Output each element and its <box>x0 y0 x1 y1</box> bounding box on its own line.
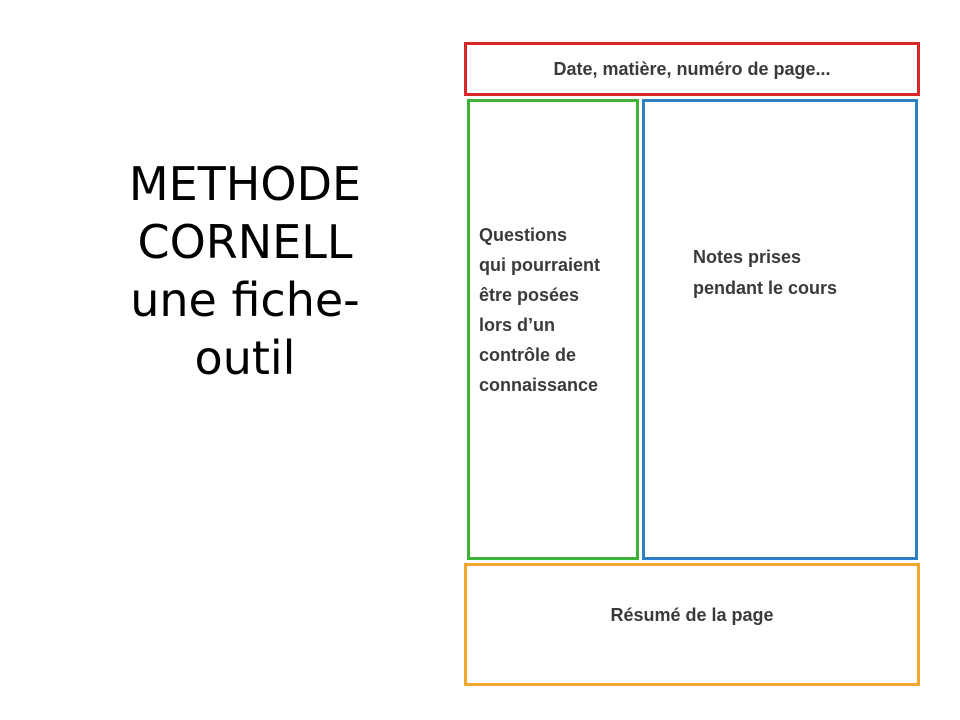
header-box <box>464 42 920 96</box>
questions-label-line: lors d’un <box>479 315 555 335</box>
notes-label-line: Notes prises <box>693 247 802 267</box>
cornell-template-diagram <box>464 42 920 686</box>
title-line: outil <box>194 331 296 385</box>
questions-label-line: contrôle de <box>479 345 577 365</box>
title-line: CORNELL <box>137 215 353 269</box>
summary-box <box>464 563 920 686</box>
header-label: Date, matière, numéro de page... <box>553 58 831 79</box>
questions-label-line: connaissance <box>479 375 599 395</box>
questions-label-line: Questions <box>479 225 568 245</box>
title-line: une fiche- <box>130 273 360 327</box>
notes-box <box>642 99 918 560</box>
title-line: METHODE <box>128 157 362 211</box>
questions-label-line: être posées <box>479 285 580 305</box>
summary-label: Résumé de la page <box>610 605 774 625</box>
slide-title <box>60 155 430 387</box>
notes-label-line: pendant le cours <box>693 278 838 298</box>
questions-box <box>467 99 639 560</box>
questions-label-line: qui pourraient <box>479 255 600 275</box>
